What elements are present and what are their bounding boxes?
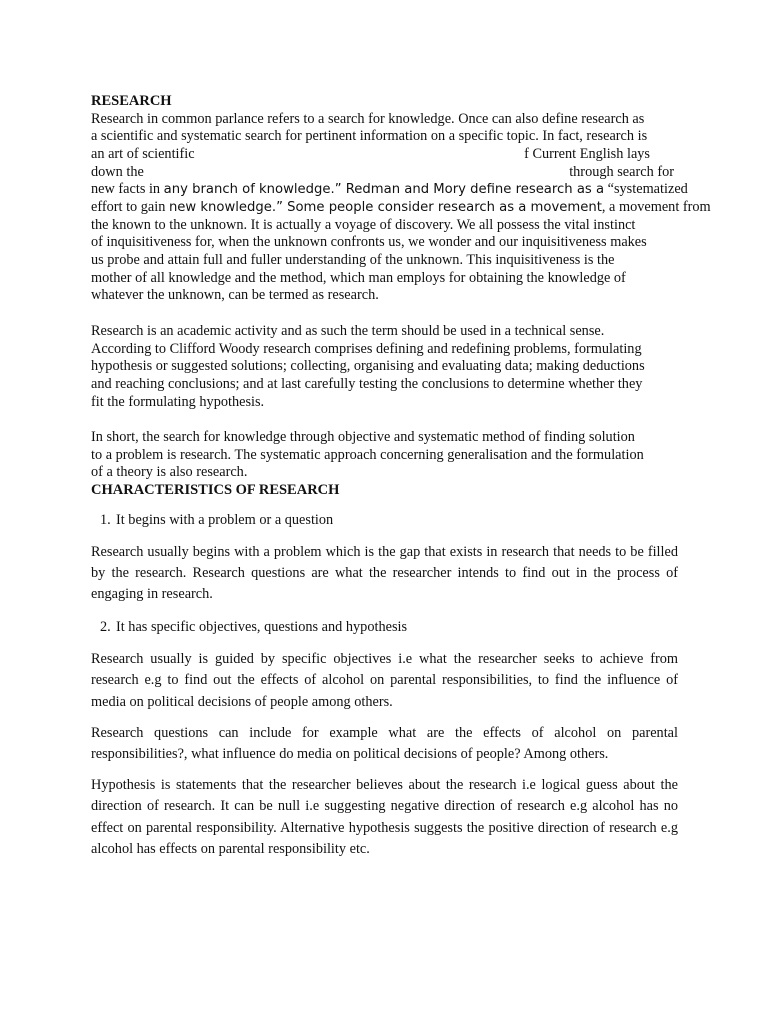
- text-line: the known to the unknown. It is actually a voyage of discovery. We all possess the vital instinct: [91, 216, 636, 233]
- list-item: [91, 619, 678, 636]
- list-number: 2.: [100, 619, 111, 636]
- paragraph-research-definition: [91, 110, 711, 306]
- paragraph-problem: Research usually begins with a problem which is the gap that exists in research that needs to be filled by the research. Research questions are what the researcher intends to find out in the process of engaging in research.: [91, 543, 678, 603]
- text-fragment: , a movement from: [601, 199, 711, 216]
- text-line: In short, the search for knowledge through objective and systematic method of finding solution: [91, 428, 635, 445]
- text-line: to a problem is research. The systematic approach concerning generalisation and the formulation: [91, 446, 644, 463]
- list-item-text: It begins with a problem or a question: [116, 511, 334, 528]
- text-fragment: new facts in: [91, 181, 161, 198]
- paragraph-gap: [91, 305, 678, 323]
- text-line: whatever the unknown, can be termed as research.: [91, 287, 379, 304]
- list-item-text: It has specific objectives, questions and hypothesis: [116, 619, 408, 636]
- text-fragment: effort to gain: [91, 199, 166, 216]
- text-line: [91, 181, 688, 199]
- document-body: [91, 93, 711, 860]
- paragraph-hypothesis: Hypothesis is statements that the researcher believes about the research i.e logical guess about the direction of research. It can be null i.e suggesting negative direction of research e.g alcohol has no effect on parental responsibility. Alternative hypothesis suggests the positive direction of research e.g alcohol has effects on parental responsibility etc.: [91, 777, 678, 857]
- text-fragment: an art of scientific: [91, 145, 195, 162]
- characteristics-list: [91, 619, 678, 636]
- text-line: us probe and attain full and fuller understanding of the unknown. This inquisitiveness is the: [91, 252, 615, 269]
- text-line: [91, 199, 711, 217]
- text-line: and reaching conclusions; and at last carefully testing the conclusions to determine whether they: [91, 375, 643, 392]
- text-line: a scientific and systematic search for pertinent information on a specific topic. In fact, research is: [91, 128, 648, 145]
- text-line: of a theory is also research.: [91, 464, 248, 481]
- text-line: mother of all knowledge and the method, which man employs for obtaining the knowledge of: [91, 269, 626, 286]
- paragraph-summary: [91, 429, 678, 482]
- list-item: [91, 512, 678, 529]
- text-line: According to Clifford Woody research comprises defining and redefining problems, formulating: [91, 340, 642, 357]
- text-line-split: [91, 164, 678, 182]
- text-line: Research is an academic activity and as such the term should be used in a technical sense.: [91, 322, 605, 339]
- paragraph-questions: Research questions can include for example what are the effects of alcohol on parental responsibilities?, what influence do media on political decisions of people? Among others.: [91, 724, 678, 763]
- text-fragment-sans: new knowledge.” Some people consider research as a movement: [168, 200, 602, 216]
- paragraph-objectives: Research usually is guided by specific objectives i.e what the researcher seeks to achieve from research e.g to find out the effects of alcohol on parental responsibilities, to find the influence of media on political decisions of people among others.: [91, 651, 678, 710]
- text-fragment: through search for: [569, 163, 674, 180]
- text-line: Research in common parlance refers to a search for knowledge. Once can also define research as: [91, 110, 645, 127]
- text-fragment-sans: any branch of knowledge.” Redman and Mory define research as a: [163, 182, 605, 198]
- paragraph-gap: [91, 411, 678, 429]
- text-fragment: f Current English lays: [524, 145, 650, 162]
- text-line-split: [91, 146, 678, 164]
- characteristics-list: [91, 512, 678, 529]
- paragraph-academic-activity: [91, 323, 678, 411]
- heading-research: RESEARCH: [91, 93, 172, 109]
- text-fragment: “systematized: [607, 181, 688, 198]
- list-number: 1.: [100, 511, 111, 528]
- text-fragment: down the: [91, 163, 144, 180]
- heading-characteristics: CHARACTERISTICS OF RESEARCH: [91, 482, 340, 499]
- text-line: fit the formulating hypothesis.: [91, 393, 265, 410]
- text-line: of inquisitiveness for, when the unknown confronts us, we wonder and our inquisitiveness makes: [91, 234, 647, 251]
- text-line: hypothesis or suggested solutions; collecting, organising and evaluating data; making deductions: [91, 358, 645, 375]
